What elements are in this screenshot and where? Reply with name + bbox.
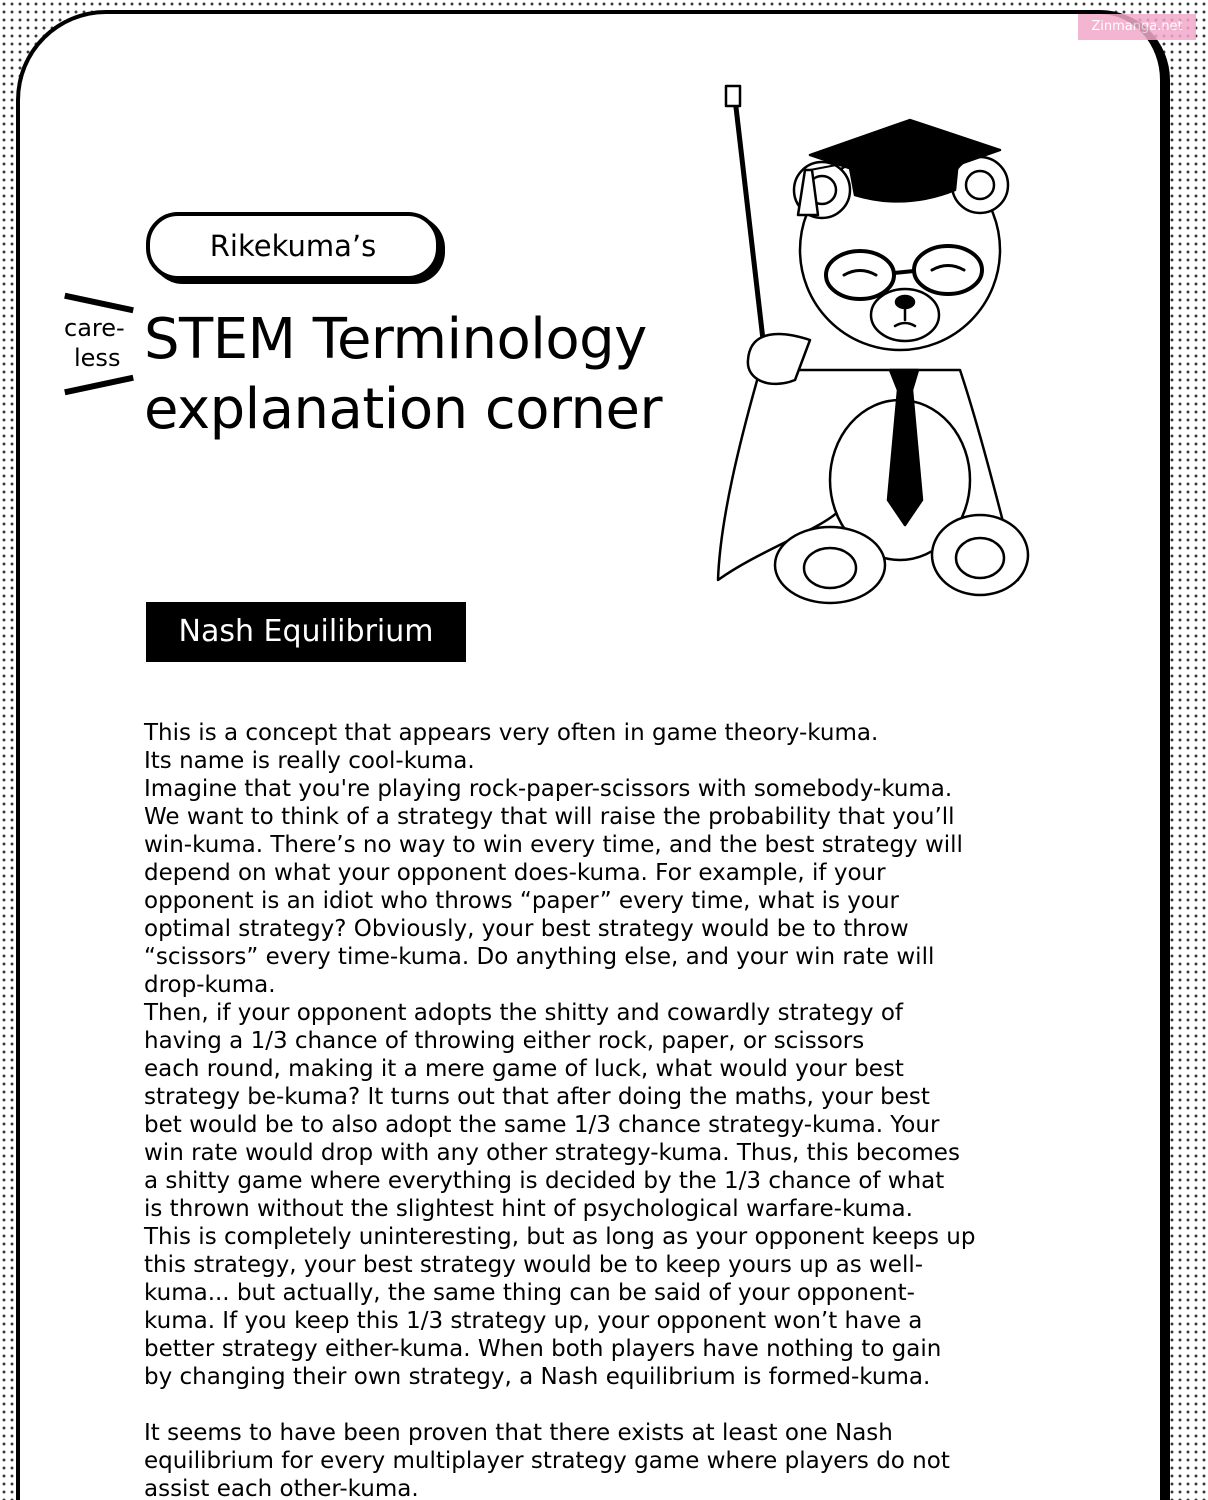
careless-label — [58, 292, 148, 396]
body-line: strategy be-kuma? It turns out that after doing the maths, your best — [144, 1084, 930, 1110]
site-watermark: Zinmanga.net — [1078, 14, 1196, 40]
body-line: win rate would drop with any other strategy-kuma. Thus, this becomes — [144, 1140, 960, 1166]
body-line: optimal strategy? Obviously, your best strategy would be to throw — [144, 916, 909, 942]
slash-mark-bottom — [64, 375, 134, 395]
pointer-tip — [726, 86, 740, 106]
body-line: is thrown without the slightest hint of psychological warfare-kuma. — [144, 1196, 913, 1222]
body-line: “scissors” every time-kuma. Do anything else, and your win rate will — [144, 944, 935, 970]
paragraph-gap — [144, 1391, 1044, 1419]
careless-bottom-text: less — [74, 344, 121, 372]
body-line: opponent is an idiot who throws “paper” every time, what is your — [144, 888, 900, 914]
body-line: kuma. If you keep this 1/3 strategy up, your opponent won’t have a — [144, 1308, 923, 1334]
title-line-2: explanation corner — [144, 377, 662, 442]
explanation-body — [144, 719, 1044, 1500]
title-line-1: STEM Terminology — [144, 307, 647, 372]
term-heading: Nash Equilibrium — [146, 602, 466, 662]
left-paw-pad — [804, 548, 856, 588]
bear-nose — [896, 296, 914, 308]
rikekuma-tag: Rikekuma’s — [146, 212, 440, 280]
body-line: by changing their own strategy, a Nash equilibrium is formed-kuma. — [144, 1364, 931, 1390]
slash-mark-top — [64, 293, 134, 313]
body-line: This is completely uninteresting, but as long as your opponent keeps up — [144, 1224, 976, 1250]
body-line: better strategy either-kuma. When both players have nothing to gain — [144, 1336, 942, 1362]
body-line: each round, making it a mere game of luck, what would your best — [144, 1056, 904, 1082]
body-line: depend on what your opponent does-kuma. For example, if your — [144, 860, 886, 886]
closing-line: It seems to have been proven that there exists at least one Nash — [144, 1420, 893, 1446]
glasses-bridge — [894, 271, 914, 273]
body-line: win-kuma. There’s no way to win every time, and the best strategy will — [144, 832, 963, 858]
body-line: kuma... but actually, the same thing can be said of your opponent- — [144, 1280, 915, 1306]
page-title — [144, 305, 662, 445]
right-paw-pad — [956, 538, 1004, 578]
closing-line: equilibrium for every multiplayer strategy game where players do not — [144, 1448, 950, 1474]
right-ear-inner — [966, 171, 994, 199]
body-line: Its name is really cool-kuma. — [144, 748, 475, 774]
body-line: having a 1/3 chance of throwing either rock, paper, or scissors — [144, 1028, 865, 1054]
professor-bear-illustration — [700, 80, 1030, 610]
body-line: drop-kuma. — [144, 972, 276, 998]
closing-line: assist each other-kuma. — [144, 1476, 419, 1500]
body-line: this strategy, your best strategy would be to keep yours up as well- — [144, 1252, 924, 1278]
body-line: We want to think of a strategy that will raise the probability that you’ll — [144, 804, 955, 830]
body-line: This is a concept that appears very often in game theory-kuma. — [144, 720, 879, 746]
careless-top-text: care- — [64, 314, 125, 342]
body-line: bet would be to also adopt the same 1/3 chance strategy-kuma. Your — [144, 1112, 940, 1138]
body-line: Then, if your opponent adopts the shitty and cowardly strategy of — [144, 1000, 903, 1026]
body-line: Imagine that you're playing rock-paper-scissors with somebody-kuma. — [144, 776, 953, 802]
body-line: a shitty game where everything is decided by the 1/3 chance of what — [144, 1168, 945, 1194]
